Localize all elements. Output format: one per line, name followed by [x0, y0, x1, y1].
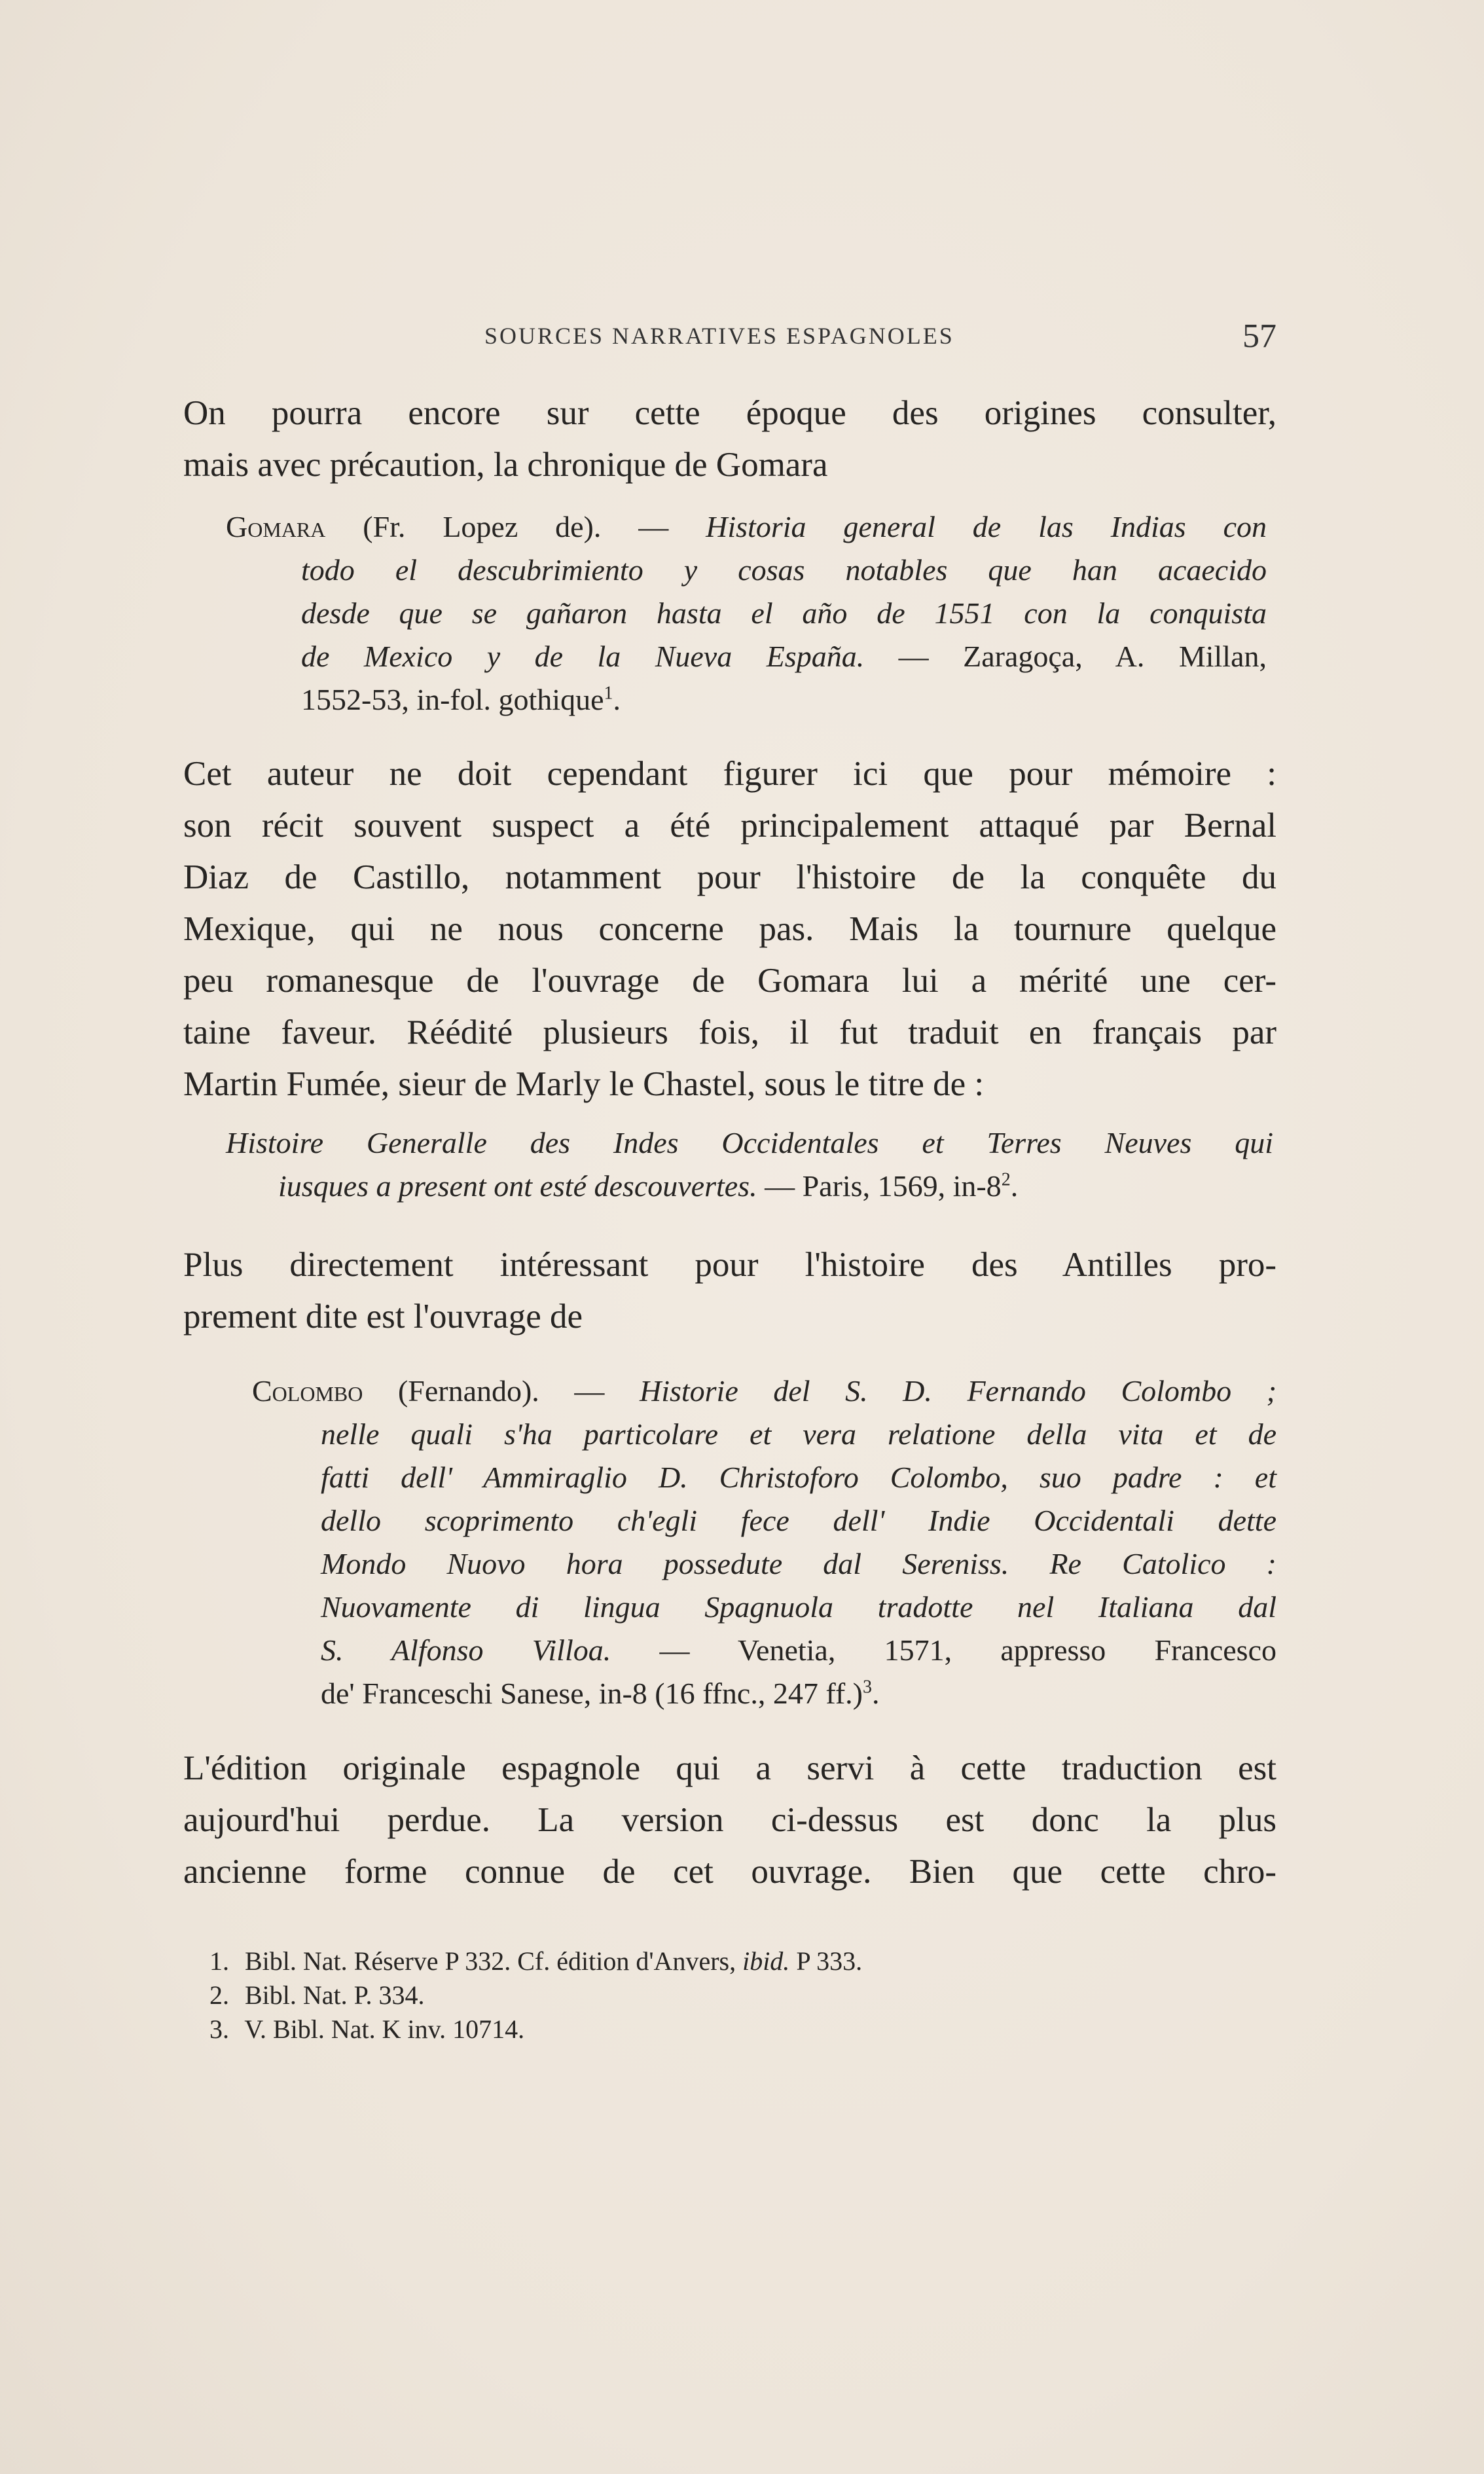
- entry-first-line: [252, 1370, 1276, 1413]
- entry-publisher: — Paris, 1569, in-8: [765, 1169, 1002, 1203]
- bibliography-entry-fumee: [226, 1121, 1273, 1208]
- entry-line: [226, 1165, 1273, 1208]
- footnote: [209, 1978, 1126, 2012]
- paragraph-intro: [183, 388, 1276, 491]
- punctuation: .: [613, 683, 621, 716]
- text-line: Mexique, qui ne nous concerne pas. Mais la tournure quelque: [183, 910, 1276, 948]
- entry-first-line: [226, 1121, 1273, 1165]
- text-line: Martin Fumée, sieur de Marly le Chastel, sous le titre de :: [183, 1065, 985, 1103]
- entry-title: Histoire Generalle des Indes Occidentales et Terres Neuves qui: [226, 1126, 1273, 1159]
- footnote-number: 2.: [209, 1980, 229, 2010]
- punctuation: .: [1010, 1169, 1019, 1203]
- footnote-ref: 2: [1001, 1169, 1011, 1190]
- entry-line: [252, 1499, 1276, 1542]
- entry-title: Historie del S. D. Fernando Colombo ;: [639, 1374, 1277, 1408]
- entry-line: [252, 1413, 1276, 1456]
- running-title: SOURCES NARRATIVES ESPAGNOLES: [484, 323, 954, 349]
- bibliography-entry-gomara: [226, 505, 1267, 721]
- bibliography-entry-colombo: [252, 1370, 1276, 1715]
- paragraph-gomara-discussion: [183, 748, 1276, 1110]
- entry-title: desde que se gañaron hasta el año de 1551 con la conquista: [301, 596, 1267, 630]
- footnote-text: P 333.: [796, 1946, 863, 1976]
- paragraph-original-edition: [183, 1743, 1276, 1898]
- paragraph-colombo-intro: [183, 1239, 1276, 1343]
- text-line: ancienne forme connue de cet ouvrage. Bien que cette chro-: [183, 1853, 1276, 1891]
- footnote-italic: ibid.: [742, 1946, 790, 1976]
- footnote-ref: 3: [862, 1677, 872, 1698]
- entry-line: [252, 1586, 1276, 1629]
- entry-title: S. Alfonso Villoa.: [321, 1633, 611, 1667]
- text-line: taine faveur. Réédité plusieurs fois, il fut traduit en français par: [183, 1013, 1276, 1051]
- footnote-text: Bibl. Nat. Réserve P 332. Cf. édition d'Anvers,: [245, 1946, 736, 1976]
- entry-line: [252, 1672, 1276, 1715]
- entry-title: Historia general de las Indias con: [706, 510, 1267, 543]
- punctuation: .: [871, 1677, 880, 1710]
- entry-line: [226, 592, 1267, 635]
- footnote-number: 3.: [209, 2014, 229, 2044]
- entry-line: [226, 635, 1267, 678]
- entry-format: de' Franceschi Sanese, in-8 (16 ffnc., 247 ff.): [321, 1677, 863, 1710]
- entry-first-line: [226, 505, 1267, 549]
- text-line: aujourd'hui perdue. La version ci-dessus est donc la plus: [183, 1801, 1276, 1839]
- entry-author: Gomara: [226, 510, 326, 543]
- page-number: 57: [1242, 318, 1276, 355]
- entry-title: fatti dell' Ammiraglio D. Christoforo Colombo, suo padre : et: [321, 1461, 1276, 1494]
- entry-line: [252, 1629, 1276, 1672]
- footnote-text: V. Bibl. Nat. K inv. 10714.: [244, 2014, 525, 2044]
- text-line: peu romanesque de l'ouvrage de Gomara lui a mérité une cer-: [183, 962, 1276, 1000]
- entry-title: Mondo Nuovo hora possedute dal Sereniss. Re Catolico :: [321, 1547, 1276, 1580]
- entry-title: dello scoprimento ch'egli fece dell' Indie Occidentali dette: [321, 1504, 1276, 1537]
- text-line: Plus directement intéressant pour l'histoire des Antilles pro-: [183, 1246, 1276, 1284]
- footnote: [209, 2012, 1126, 2047]
- entry-title: todo el descubrimiento y cosas notables que han acaecido: [301, 553, 1267, 587]
- text-line: On pourra encore sur cette époque des origines consulter,: [183, 394, 1276, 432]
- entry-line: [226, 549, 1267, 592]
- entry-author-detail: (Fr. Lopez de). —: [363, 510, 669, 543]
- footnote-text: Bibl. Nat. P. 334.: [245, 1980, 425, 2010]
- text-line: L'édition originale espagnole qui a servi à cette traduction est: [183, 1749, 1276, 1787]
- footnote-number: 1.: [209, 1946, 229, 1976]
- entry-format: 1552-53, in-fol. gothique: [301, 683, 604, 716]
- entry-author: Colombo: [252, 1374, 363, 1408]
- entry-line: [252, 1542, 1276, 1586]
- entry-publisher: — Venetia, 1571, appresso Francesco: [659, 1633, 1277, 1667]
- entry-title: Nuovamente di lingua Spagnuola tradotte nel Italiana dal: [321, 1590, 1276, 1624]
- footnote-ref: 1: [604, 683, 613, 704]
- footnotes: [209, 1944, 1126, 2047]
- page-header: [183, 317, 1276, 356]
- entry-author-detail: (Fernando). —: [397, 1374, 605, 1408]
- text-line: Diaz de Castillo, notamment pour l'histoire de la conquête du: [183, 858, 1276, 896]
- text-line: son récit souvent suspect a été principalement attaqué par Bernal: [183, 807, 1276, 845]
- entry-publisher: — Zaragoça, A. Millan,: [898, 640, 1267, 673]
- entry-line: [252, 1456, 1276, 1499]
- entry-title: nelle quali s'ha particolare et vera relatione della vita et de: [321, 1417, 1276, 1451]
- entry-title: de Mexico y de la Nueva España.: [301, 640, 865, 673]
- text-line: prement dite est l'ouvrage de: [183, 1298, 583, 1336]
- entry-line: [226, 678, 1267, 721]
- footnote: [209, 1944, 1126, 1978]
- text-line: Cet auteur ne doit cependant figurer ici que pour mémoire :: [183, 755, 1276, 793]
- text-line: mais avec précaution, la chronique de Gomara: [183, 446, 828, 484]
- entry-title: iusques a present ont esté descouvertes.: [278, 1169, 757, 1203]
